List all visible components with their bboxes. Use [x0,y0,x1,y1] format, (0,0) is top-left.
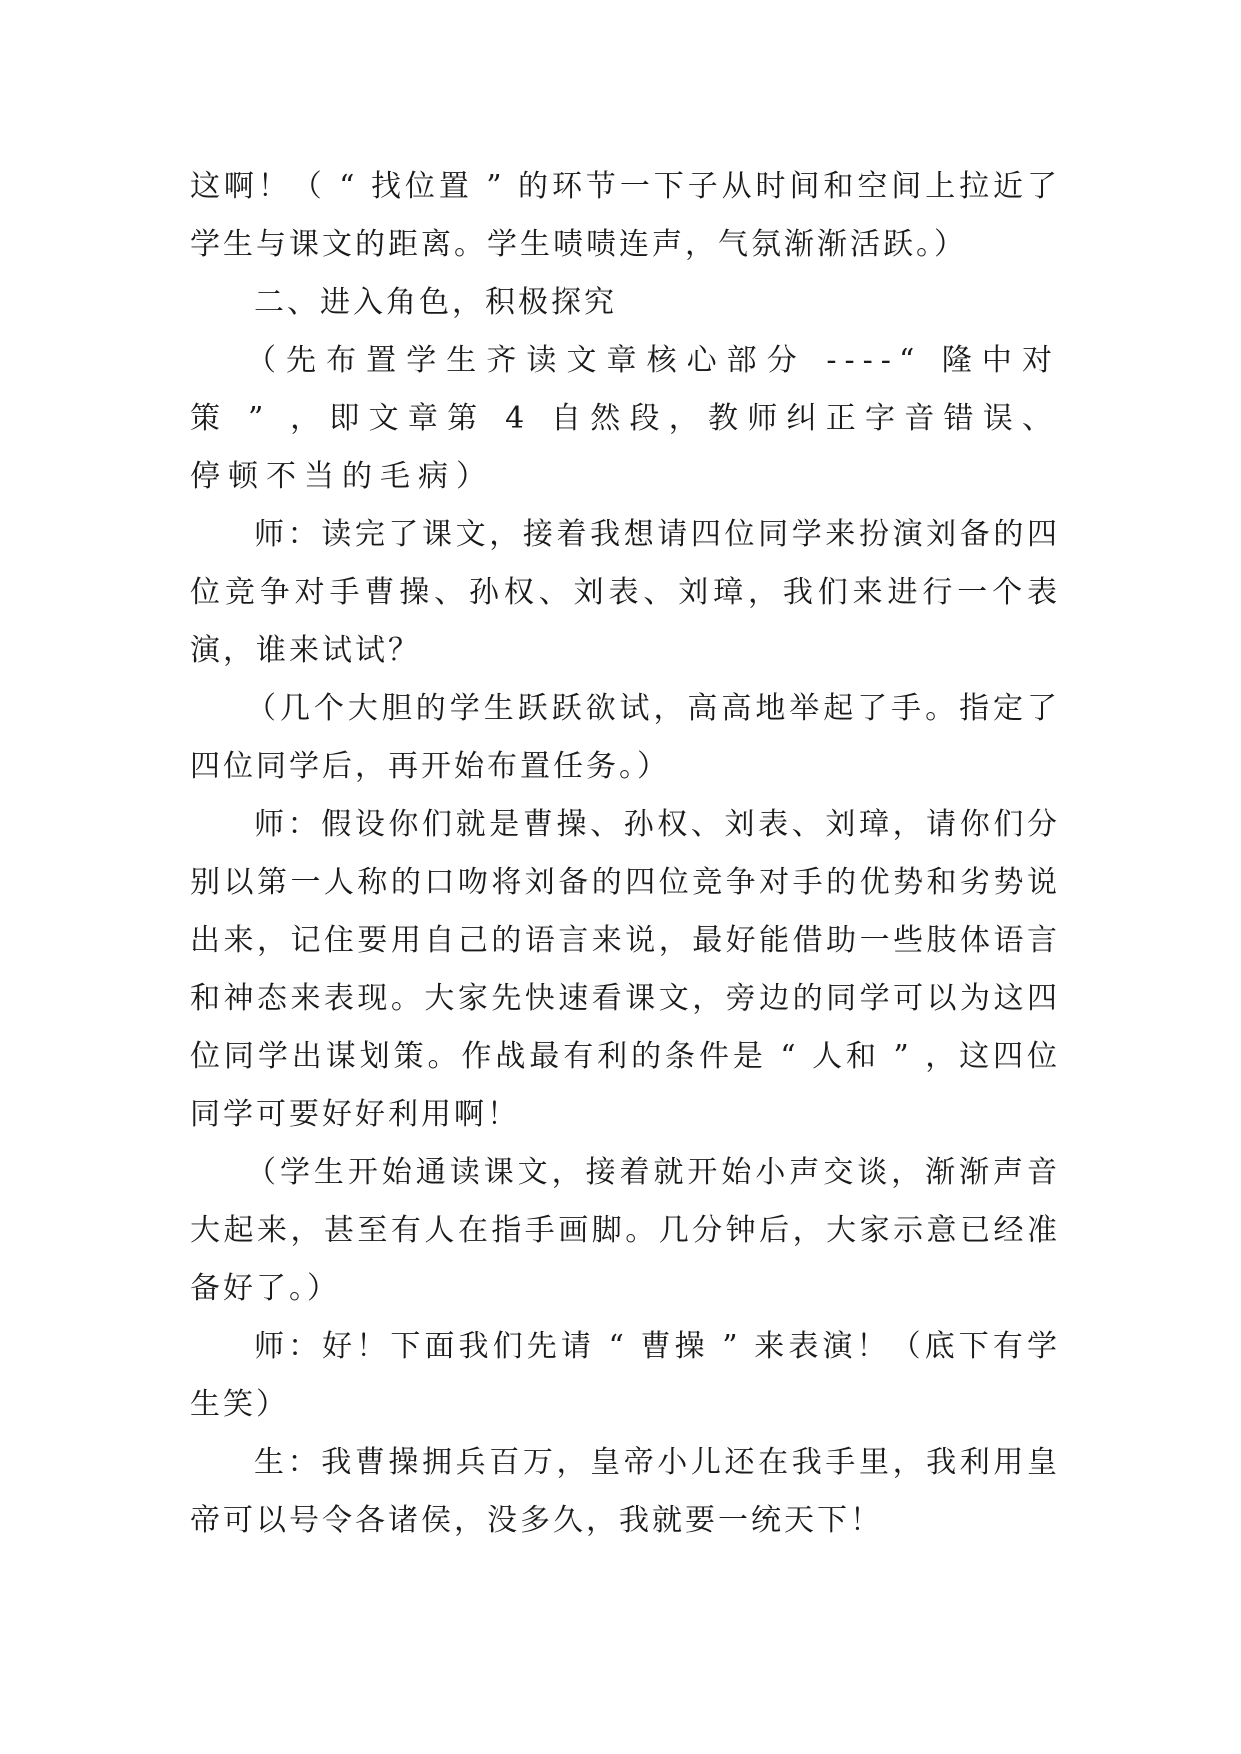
paragraph-stage-direction: （学生开始通读课文，接着就开始小声交谈，渐渐声音大起来，甚至有人在指手画脚。几分钟后，大家示意已经准备好了。） [190,1155,1060,1306]
paragraph-student-line: 生：我曹操拥兵百万，皇帝小儿还在我手里，我利用皇帝可以号令各诸侯，没多久，我就要一统天下！ [190,1445,1060,1538]
paragraph-stage-direction: （先布置学生齐读文章核心部分 ----“ 隆中对策 ” ，即文章第 4 自然段，教师纠正字音错误、停顿不当的毛病） [190,343,1060,494]
paragraph-teacher-line: 师：假设你们就是曹操、孙权、刘表、刘璋，请你们分别以第一人称的口吻将刘备的四位竞争对手的优势和劣势说出来，记住要用自己的语言来说，最好能借助一些肢体语言和神态来表现。大家先快速看课文，旁边的同学可以为这四位同学出谋划策。作战最有利的条件是 “ 人和 ” ，这四位同学可要好好利用啊！ [190,807,1060,1132]
paragraph-stage-direction: （几个大胆的学生跃跃欲试，高高地举起了手。指定了四位同学后，再开始布置任务。） [190,691,1060,784]
document-body [190,158,1060,1550]
section-heading: 二、进入角色，积极探究 [254,285,617,320]
paragraph-teacher-line: 师：好！下面我们先请 “ 曹操 ” 来表演！（底下有学生笑） [190,1329,1060,1422]
paragraph-intro-continuation: 这啊！（ “ 找位置 ” 的环节一下子从时间和空间上拉近了学生与课文的距离。学生啧啧连声，气氛渐渐活跃。） [190,169,1060,262]
paragraph-teacher-line: 师：读完了课文，接着我想请四位同学来扮演刘备的四位竞争对手曹操、孙权、刘表、刘璋，我们来进行一个表演，谁来试试？ [190,517,1060,668]
